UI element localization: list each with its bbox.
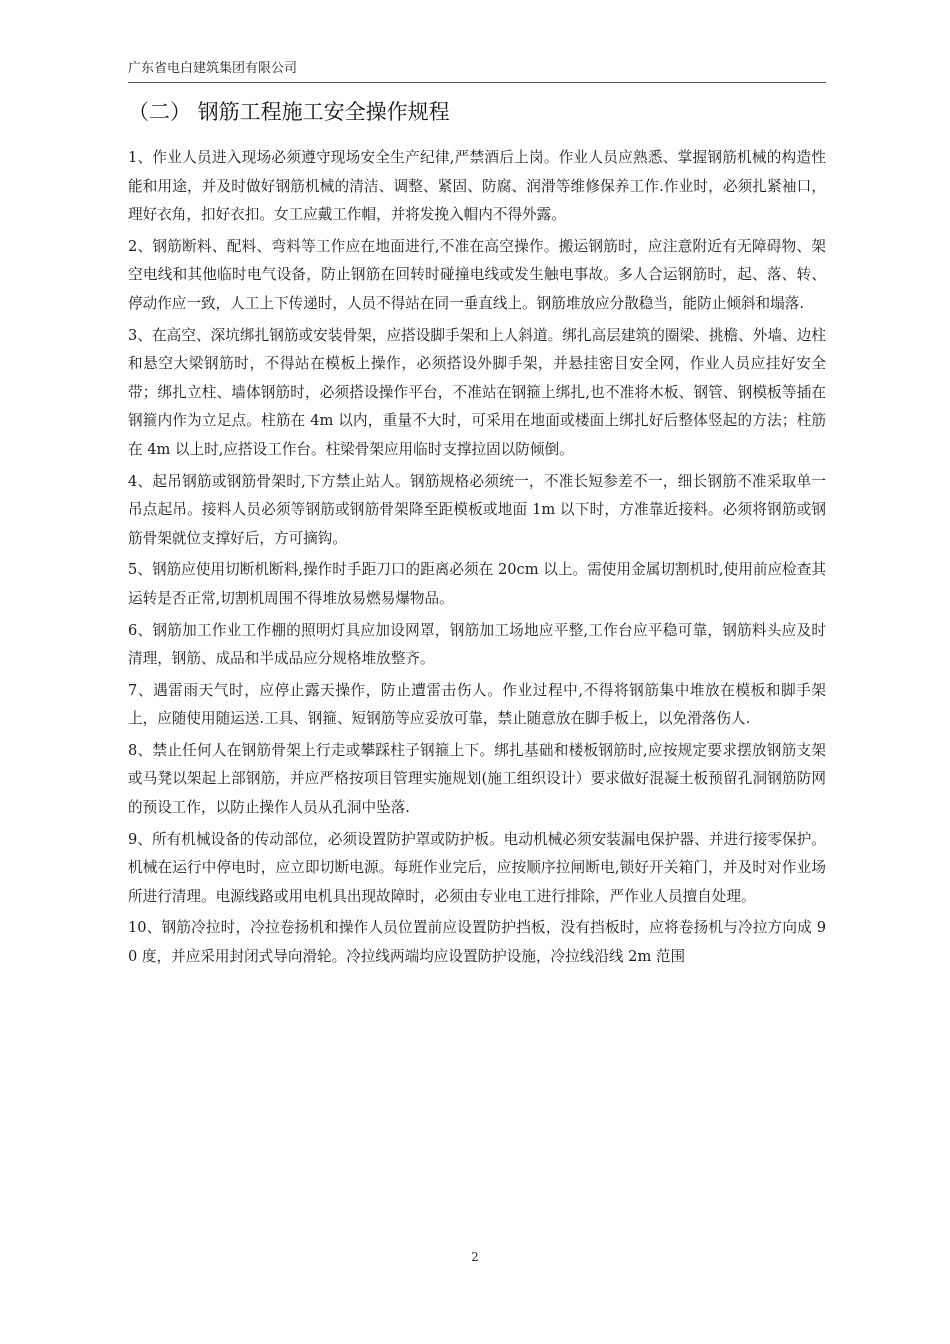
section-title: （二） 钢筋工程施工安全操作规程	[128, 100, 450, 124]
paragraph-3: 3、在高空、深坑绑扎钢筋或安装骨架，应搭设脚手架和上人斜道。绑扎高层建筑的圈梁、挑檐、外墙、边柱和悬空大梁钢筋时，不得站在模板上操作，必须搭设外脚手架，并悬挂密目安全网，作业人员应挂好安全带；绑扎立柱、墙体钢筋时，必须搭设操作平台，不准站在钢箍上绑扎,也不准将木板、钢管、钢模板等插在钢箍内作为立足点。柱筋在 4m 以内，重量不大时，可采用在地面或楼面上绑扎好后整体竖起的方法；柱筋在 4m 以上时,应搭设工作台。柱梁骨架应用临时支撑拉固以防倾倒。	[128, 326, 826, 458]
paragraph-1: 1、作业人员进入现场必须遵守现场安全生产纪律,严禁酒后上岗。作业人员应熟悉、掌握钢筋机械的构造性能和用途，并及时做好钢筋机械的清洁、调整、紧固、防腐、润滑等维修保养工作.作业时，必须扎紧袖口，理好衣角，扣好衣扣。女工应戴工作帽，并将发挽入帽内不得外露。	[128, 149, 826, 224]
paragraph-2: 2、钢筋断料、配料、弯料等工作应在地面进行,不准在高空操作。搬运钢筋时，应注意附近有无障碍物、架空电线和其他临时电气设备，防止钢筋在回转时碰撞电线或发生触电事故。多人合运钢筋时，起、落、转、停动作应一致，人工上下传递时，人员不得站在同一垂直线上。钢筋堆放应分散稳当，能防止倾斜和塌落.	[128, 237, 826, 312]
paragraph-4: 4、起吊钢筋或钢筋骨架时,下方禁止站人。钢筋规格必须统一，不准长短参差不一，细长钢筋不准采取单一吊点起吊。接料人员必须等钢筋或钢筋骨架降至距模板或地面 1m 以下时，方准靠近接料。必须将钢筋或钢筋骨架就位支撑好后，方可摘钩。	[128, 472, 826, 547]
paragraph-5: 5、钢筋应使用切断机断料,操作时手距刀口的距离必须在 20cm 以上。需使用金属切割机时,使用前应检查其运转是否正常,切割机周围不得堆放易燃易爆物品。	[128, 561, 826, 607]
page-header-company: 广东省电白建筑集团有限公司	[128, 57, 826, 83]
paragraph-7: 7、遇雷雨天气时，应停止露天操作，防止遭雷击伤人。作业过程中,不得将钢筋集中堆放在模板和脚手架上，应随使用随运送.工具、钢箍、短钢筋等应妥放可靠，禁止随意放在脚手板上，以免滑落伤人.	[128, 681, 826, 728]
paragraph-6: 6、钢筋加工作业工作棚的照明灯具应加设网罩，钢筋加工场地应平整,工作台应平稳可靠，钢筋料头应及时清理，钢筋、成品和半成品应分规格堆放整齐。	[128, 621, 826, 668]
paragraph-9: 9、所有机械设备的传动部位，必须设置防护罩或防护板。电动机械必须安装漏电保护器、并进行接零保护。机械在运行中停电时，应立即切断电源。每班作业完后，应按顺序拉闸断电,锁好开关箱门，并及时对作业场所进行清理。电源线路或用电机具出现故障时，必须由专业电工进行排除，严作业人员擅自处理。	[128, 830, 826, 905]
document-body	[128, 144, 826, 975]
paragraph-10: 10、钢筋冷拉时，冷拉卷扬机和操作人员位置前应设置防护挡板，没有挡板时，应将卷扬机与冷拉方向成 90 度，并应采用封闭式导向滑轮。冷拉线两端均应设置防护设施，冷拉线沿线 2m 范围	[128, 919, 826, 966]
page-number: 2	[471, 1250, 479, 1264]
paragraph-8: 8、禁止任何人在钢筋骨架上行走或攀踩柱子钢箍上下。绑扎基础和楼板钢筋时,应按规定要求摆放钢筋支架或马凳以架起上部钢筋，并应严格按项目管理实施规划(施工组织设计）要求做好混凝土板预留孔洞钢筋防网的预设工作，以防止操作人员从孔洞中坠落.	[128, 741, 826, 817]
